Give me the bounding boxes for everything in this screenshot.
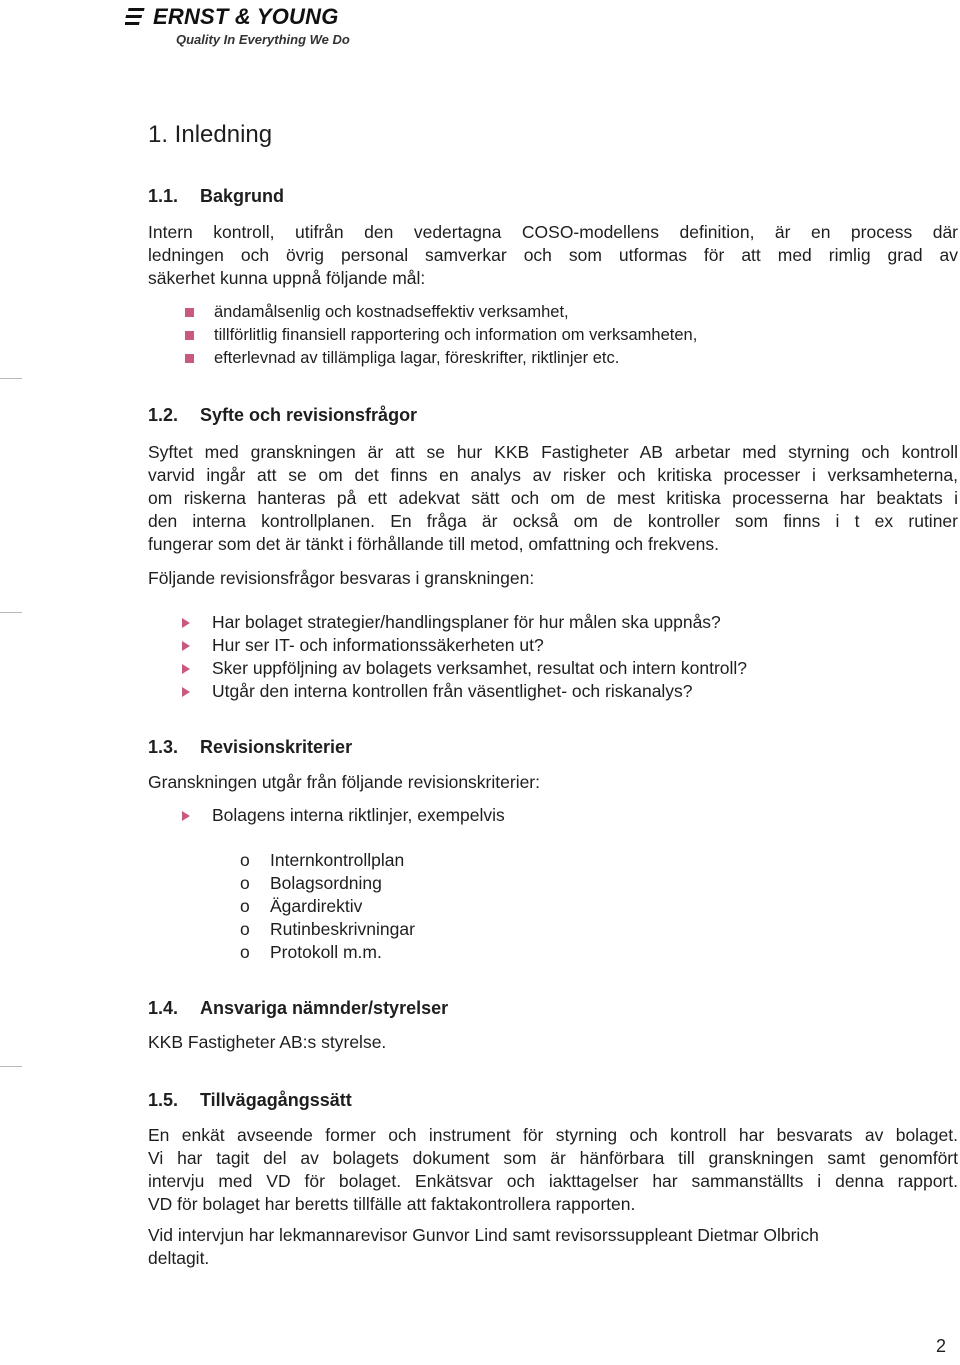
responsible-board-text: KKB Fastigheter AB:s styrelse. (148, 1032, 387, 1052)
list-item: Bolagens interna riktlinjer, exempelvis (178, 804, 505, 827)
section-number: 1.1. (148, 186, 179, 206)
circle-bullet: o (240, 942, 250, 962)
questions-intro: Följande revisionsfrågor besvaras i granskningen: (148, 568, 535, 588)
section-heading-1-1 (148, 186, 284, 207)
list-item: ändamålsenlig och kostnadseffektiv verksamhet, (182, 301, 697, 324)
text-line: fungerar som det är tänkt i förhållande till metod, omfattning och frekvens. (148, 534, 719, 554)
section-number: 1.4. (148, 998, 179, 1018)
list-item: o Ägardirektiv (240, 896, 363, 916)
section-heading-1-3 (148, 737, 352, 758)
circle-bullet: o (240, 850, 250, 870)
paragraph-interview (148, 1224, 958, 1270)
circle-bullet: o (240, 896, 250, 916)
arrow-bullet-icon (182, 687, 190, 697)
list-item: o Bolagsordning (240, 873, 382, 893)
section-heading-1-5 (148, 1090, 352, 1111)
margin-mark (0, 612, 22, 613)
section-title: Ansvariga nämnder/styrelser (200, 998, 449, 1018)
text-line: om riskerna hanteras på ett adekvat sätt och om de mest kritiska processerna har beaktats i (148, 488, 958, 508)
ernst-young-logo-icon (125, 6, 149, 28)
text-line: En enkät avseende former och instrument för styrning och kontroll har besvarats av bolaget. (148, 1125, 958, 1145)
circle-bullet: o (240, 873, 250, 893)
paragraph-purpose (148, 441, 958, 556)
margin-mark (0, 378, 22, 379)
paragraph-background (148, 221, 958, 290)
criteria-list (178, 804, 505, 827)
company-header (125, 4, 350, 47)
section-heading-1-2 (148, 405, 417, 426)
list-item: Har bolaget strategier/handlingsplaner för hur målen ska uppnås? (178, 611, 747, 634)
logo-tagline: Quality In Everything We Do (176, 32, 350, 47)
text-line: den interna kontrollplanen. En fråga är också om de kontroller som finns i t ex rutiner (148, 511, 958, 531)
section-number: 1.2. (148, 405, 179, 425)
arrow-bullet-icon (182, 641, 190, 651)
text-line: deltagit. (148, 1248, 210, 1268)
list-item: tillförlitlig finansiell rapportering och information om verksamheten, (182, 324, 697, 347)
text-line: Syftet med granskningen är att se hur KKB Fastigheter AB arbetar med styrning och kontroll (148, 442, 958, 462)
page-number: 2 (935, 1336, 946, 1356)
list-item: Sker uppföljning av bolagets verksamhet, resultat och intern kontroll? (178, 657, 747, 680)
logo-text: ERNST & YOUNG (153, 4, 339, 29)
list-item: efterlevnad av tillämpliga lagar, föreskrifter, riktlinjer etc. (182, 347, 697, 370)
list-item: o Protokoll m.m. (240, 942, 382, 962)
page-title: 1. Inledning (148, 121, 273, 148)
list-item: Utgår den interna kontrollen från väsentlighet- och riskanalys? (178, 680, 747, 703)
section-heading-1-4 (148, 998, 448, 1019)
list-item: o Rutinbeskrivningar (240, 919, 415, 939)
goals-list (182, 301, 697, 370)
section-title: Bakgrund (200, 186, 285, 206)
section-number: 1.3. (148, 737, 179, 757)
section-title: Syfte och revisionsfrågor (200, 405, 418, 425)
text-line: intervju med VD för bolaget. Enkätsvar och iakttagelser har sammanställts i denna rapport. (148, 1171, 958, 1191)
section-title: Revisionskriterier (200, 737, 353, 757)
text-line: VD för bolaget har beretts tillfälle att faktakontrollera rapporten. (148, 1194, 636, 1214)
criteria-intro: Granskningen utgår från följande revisionskriterier: (148, 772, 540, 792)
arrow-bullet-icon (182, 664, 190, 674)
text-line: Intern kontroll, utifrån den vedertagna COSO-modellens definition, är en process där (148, 222, 958, 242)
list-item: Hur ser IT- och informationssäkerheten ut? (178, 634, 747, 657)
margin-mark (0, 1066, 22, 1067)
square-bullet-icon (185, 331, 194, 340)
section-number: 1.5. (148, 1090, 179, 1110)
square-bullet-icon (185, 354, 194, 363)
arrow-bullet-icon (182, 618, 190, 628)
list-item: o Internkontrollplan (240, 850, 405, 870)
section-title: Tillvägagångssätt (200, 1090, 352, 1110)
text-line: ledningen och övrig personal samverkar och som utformas för att med rimlig grad av (148, 245, 958, 265)
text-line: Vi har tagit del av bolagets dokument som är hänförbara till granskningen samt genomfört (148, 1148, 958, 1168)
paragraph-approach (148, 1124, 958, 1216)
criteria-sublist (148, 849, 415, 964)
questions-list (178, 611, 747, 703)
square-bullet-icon (185, 308, 194, 317)
text-line: säkerhet kunna uppnå följande mål: (148, 268, 426, 288)
text-line: Vid intervjun har lekmannarevisor Gunvor Lind samt revisorssuppleant Dietmar Olbrich (148, 1225, 819, 1245)
arrow-bullet-icon (182, 811, 190, 821)
circle-bullet: o (240, 919, 250, 939)
text-line: varvid ingår att se om det finns en analys av risker och kritiska processer i verksamheterna, (148, 465, 958, 485)
